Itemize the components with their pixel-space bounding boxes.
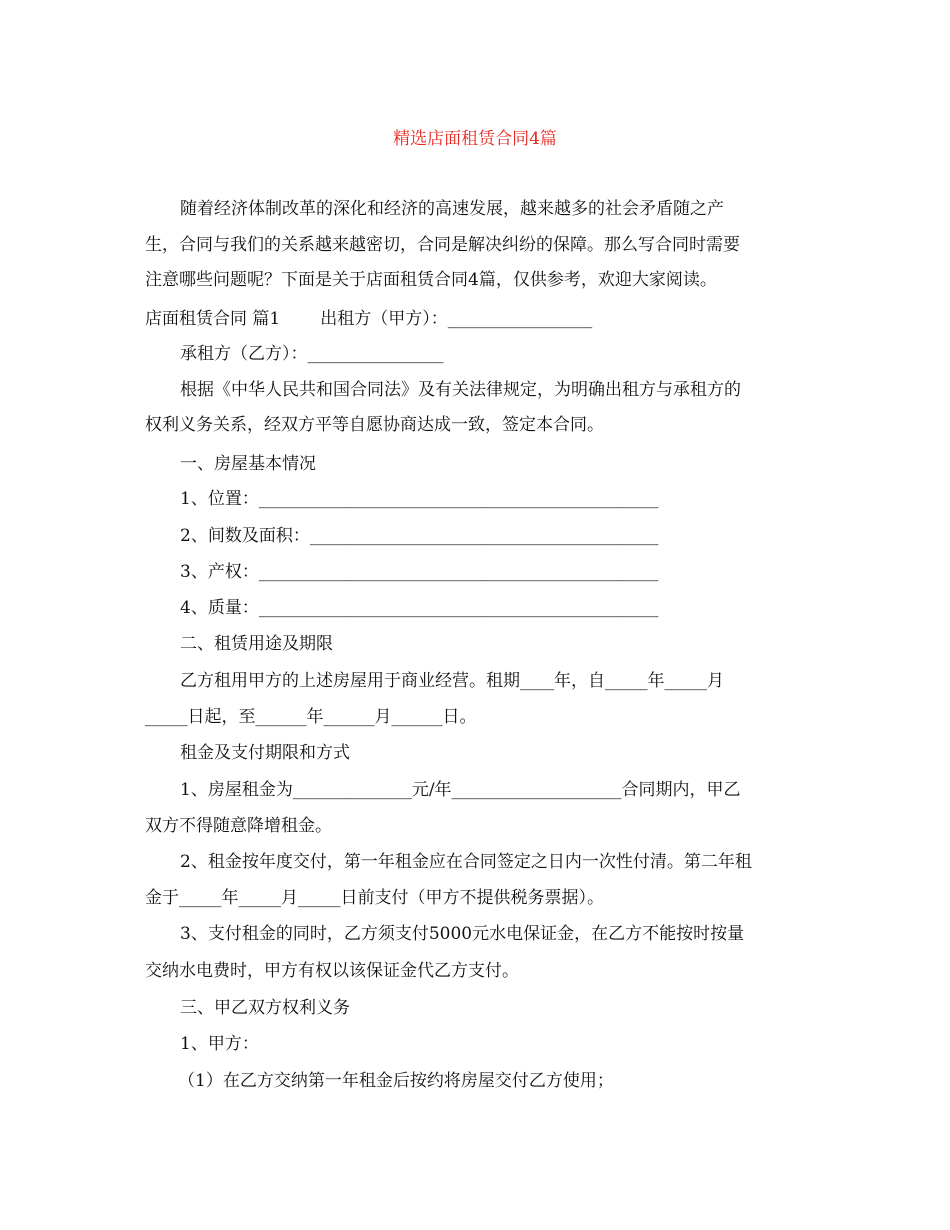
clause-heading: 租金及支付期限和方式 (180, 743, 350, 763)
paragraph-line: 根据《中华人民共和国合同法》及有关法律规定，为明确出租方与承租方的 (180, 380, 741, 400)
clause-item: 1、甲方： (180, 1034, 259, 1054)
paragraph-line: 乙方租用甲方的上述房屋用于商业经营。租期____年，自_____年_____月 (180, 671, 724, 691)
section-heading: 店面租赁合同 篇1 (145, 309, 281, 329)
clause-heading: 二、租赁用途及期限 (180, 634, 333, 654)
clause-item: 3、产权：_______________________________________________ (180, 562, 659, 582)
paragraph-line: _____日起，至______年______月______日。 (145, 707, 477, 727)
paragraph-line: 交纳水电费时，甲方有权以该保证金代乙方支付。 (145, 961, 519, 981)
clause-item: 2、间数及面积：_________________________________________ (180, 526, 659, 546)
paragraph-line: 2、租金按年度交付，第一年租金应在合同签定之日内一次性付清。第二年租 (180, 852, 752, 872)
clause-item: 1、位置：_______________________________________________ (180, 489, 659, 509)
clause-item: 4、质量：_______________________________________________ (180, 598, 659, 618)
clause-item: （1）在乙方交纳第一年租金后按约将房屋交付乙方使用； (178, 1071, 614, 1091)
paragraph-line: 1、房屋租金为______________元/年____________________合同期内，甲乙 (180, 780, 741, 800)
document-title: 精选店面租赁合同4篇 (393, 129, 557, 149)
lessee-field: 承租方（乙方）：________________ (180, 344, 444, 364)
intro-line-2: 生，合同与我们的关系越来越密切，合同是解决纠纷的保障。那么写合同时需要 (145, 235, 740, 255)
paragraph-line: 3、支付租金的同时，乙方须支付5000元水电保证金，在乙方不能按时按量 (180, 924, 745, 944)
paragraph-line: 金于_____年_____月_____日前支付（甲方不提供税务票据）。 (145, 888, 604, 908)
paragraph-line: 权利义务关系，经双方平等自愿协商达成一致，签定本合同。 (145, 415, 604, 435)
clause-heading: 一、房屋基本情况 (180, 454, 316, 474)
intro-line-1: 随着经济体制改革的深化和经济的高速发展，越来越多的社会矛盾随之产 (180, 199, 724, 219)
lessor-field: 出租方（甲方）：_________________ (320, 309, 593, 329)
intro-line-3: 注意哪些问题呢？下面是关于店面租赁合同4篇，仅供参考，欢迎大家阅读。 (145, 270, 717, 290)
clause-heading: 三、甲乙双方权利义务 (180, 998, 350, 1018)
section-heading-line (145, 307, 592, 331)
paragraph-line: 双方不得随意降增租金。 (145, 816, 332, 836)
